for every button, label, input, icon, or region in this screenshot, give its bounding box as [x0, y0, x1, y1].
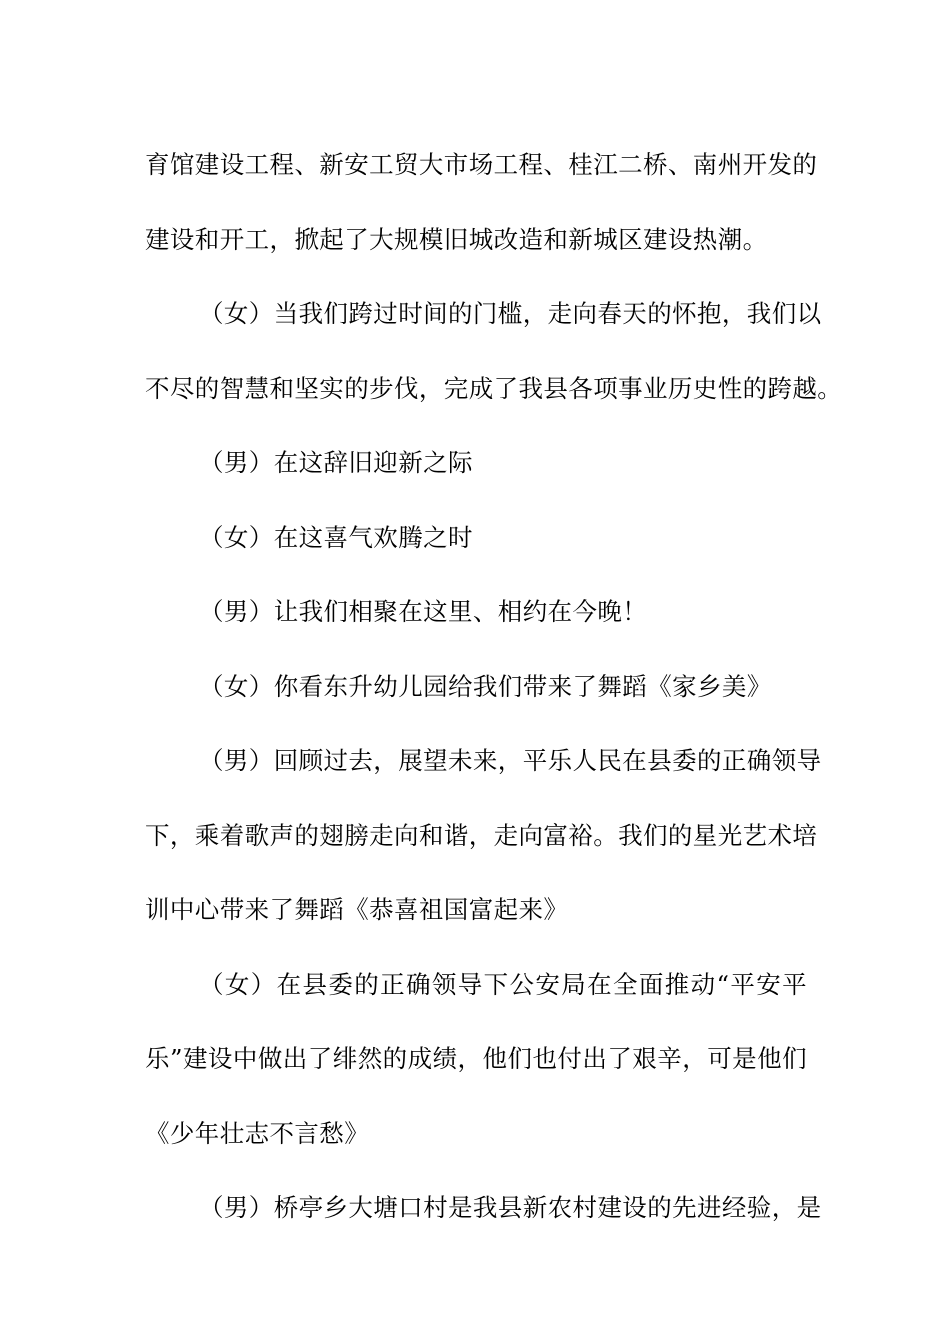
paragraph-line: 育馆建设工程、新安工贸大市场工程、桂江二桥、南州开发的 [145, 150, 818, 179]
paragraph-line: 建设和开工，掀起了大规模旧城改造和新城区建设热潮。 [145, 224, 768, 254]
paragraph-line: （男）让我们相聚在这里、相约在今晚！ [199, 597, 648, 626]
paragraph-line: 不尽的智慧和坚实的步伐，完成了我县各项事业历史性的跨越。 [145, 373, 843, 403]
paragraph-line: （男）回顾过去，展望未来，平乐人民在县委的正确领导 [199, 746, 822, 775]
paragraph-line: 训中心带来了舞蹈《恭喜祖国富起来》 [145, 895, 569, 924]
paragraph-line: （男）桥亭乡大塘口村是我县新农村建设的先进经验，是 [199, 1193, 822, 1222]
paragraph-line: 《少年壮志不言愁》 [145, 1118, 370, 1148]
paragraph-line: 乐”建设中做出了绯然的成绩，他们也付出了艰辛，可是他们 [145, 1044, 807, 1073]
body-text [145, 128, 843, 1246]
paragraph-line: 下，乘着歌声的翅膀走向和谐，走向富裕。我们的星光艺术培 [145, 820, 818, 850]
paragraph-line: （女）在这喜气欢腾之时 [199, 522, 473, 552]
paragraph-line: （女）当我们跨过时间的门槛，走向春天的怀抱，我们以 [199, 299, 822, 328]
paragraph-line: （女）你看东升幼儿园给我们带来了舞蹈《家乡美》 [199, 671, 772, 701]
paragraph-line: （女）在县委的正确领导下公安局在全面推动“平安平 [199, 969, 807, 999]
paragraph-line: （男）在这辞旧迎新之际 [199, 448, 473, 477]
